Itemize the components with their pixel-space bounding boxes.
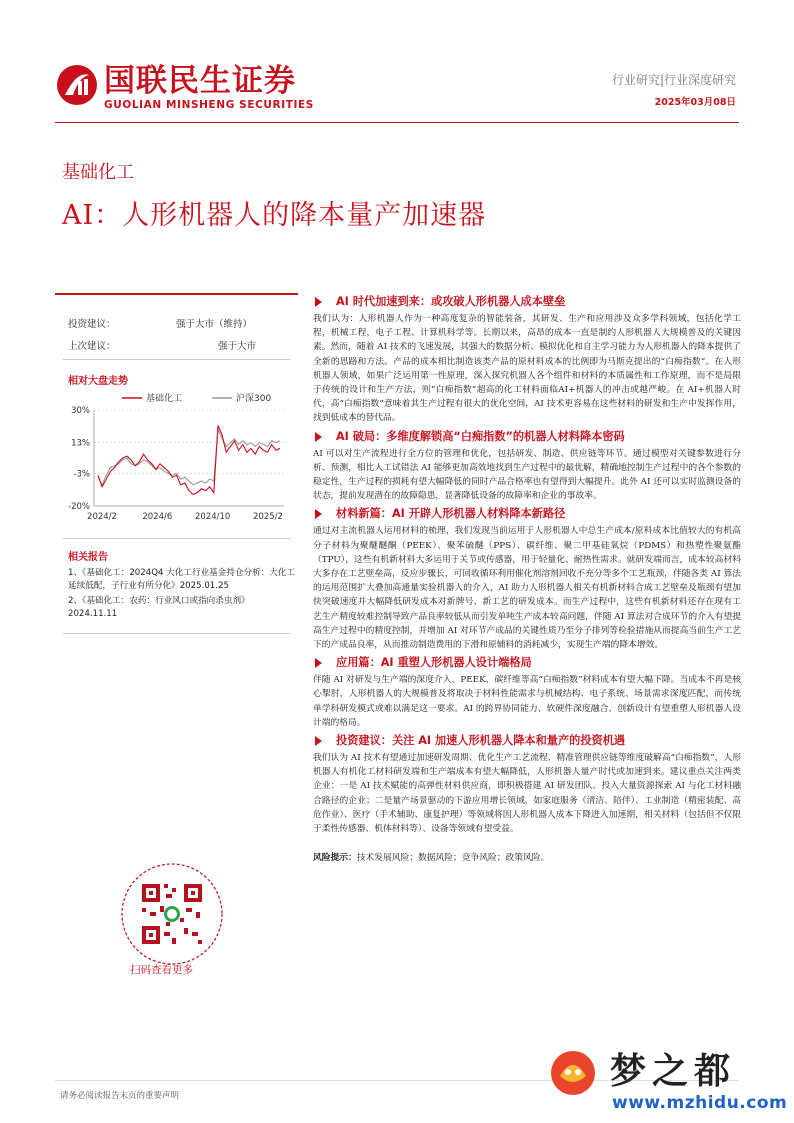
brand-logo-icon (55, 63, 99, 107)
section-heading: AI 时代加速到来：或攻破人形机器人成本壁垒 (313, 294, 741, 310)
section (313, 733, 741, 836)
page-title: AI：人形机器人的降本量产加速器 (62, 200, 487, 231)
rating-label: 投资建议： (68, 319, 116, 330)
related-report-item[interactable]: 1、《基础化工：2024Q4 大化工行业基金持仓分析：大化工延续低配，子行业有所分化》2025.01.25 (68, 568, 296, 591)
sidebar-top-rule (55, 293, 298, 295)
arrow-bullet-icon (315, 432, 322, 442)
report-date: 2025年03月08日 (654, 97, 736, 108)
qr-caption: 扫码查看更多 (130, 964, 193, 976)
x-tick-label: 2024/10 (195, 512, 231, 522)
main-content (313, 294, 741, 863)
section-heading: 材料新篇：AI 开辟人形机器人材料降本新路径 (313, 506, 741, 522)
sidebar-divider (63, 359, 291, 360)
watermark-url[interactable]: www.mzhidu.com (612, 1093, 788, 1113)
y-tick-label: 30% (71, 406, 90, 416)
section (313, 429, 741, 504)
brand-name-cn: 国联民生证券 (104, 63, 296, 99)
sidebar-divider (63, 538, 291, 539)
related-report-item[interactable]: 2、《基础化工：农药：行业风口或指向杀虫剂》2024.11.11 (68, 596, 250, 619)
section (313, 655, 741, 730)
header-divider (55, 122, 739, 123)
arrow-bullet-icon (315, 509, 322, 519)
risk-label: 风险提示： (313, 853, 357, 864)
chart-section-title: 相对大盘走势 (68, 376, 128, 387)
qr-code-icon[interactable] (120, 862, 224, 966)
arrow-bullet-icon (315, 658, 322, 668)
relative-performance-chart (62, 388, 292, 528)
series-line (98, 425, 280, 494)
related-reports-list (68, 567, 296, 621)
x-tick-label: 2025/2 (253, 512, 283, 522)
section-heading: 投资建议：关注 AI 加速人形机器人降本和量产的投资机遇 (313, 733, 741, 749)
footer-disclaimer: 请务必阅读报告末页的重要声明 (60, 1091, 180, 1101)
y-tick-label: -20% (68, 502, 90, 512)
section-heading: AI 破局：多维度解锁高“白痴指数”的机器人材料降本密码 (313, 429, 741, 445)
prev-rating-value: 强于大市 (218, 341, 257, 352)
section (313, 294, 741, 426)
section-body: 伴随 AI 对研发与生产端的深度介入，PEEK、碳纤维等高“白痴指数”材料成本有望大幅下降。当成本不再是核心掣肘，人形机器人的大规模普及将取决于材料性能需求与机械结构、电子系统、场景需求深度匹配，而传统单学科研发模式或难以满足这一要求。AI 的跨界协同能力、软硬件深度融合、创新设计有望重塑人形机器人设计端的格局。 (313, 675, 741, 728)
risk-text: 技术发展风险；数据风险；竞争风险；政策风险。 (356, 853, 550, 864)
industry-label: 基础化工 (62, 162, 134, 183)
legend-label: 基础化工 (146, 394, 183, 404)
section-body: 我们认为：人形机器人作为一种高度复杂的智能装备，其研发、生产和应用涉及众多学科领域，包括化学工程，机械工程，电子工程、计算机科学等。长期以来，高昂的成本一直是制约人形机器人大规模普及的关键因素。然而，随着 AI 技术的飞速发展，其强大的数据分析、模拟优化和自主学习能力为人形机器人的降本提供了全新的思路和方法。产品的成本相比制造该类产品的原材料成本的比例即为马斯克提出的“白痴指数”。在人形机器人领域，如果广泛运用第一性原理，深入探究机器人各个组件和材料的本质属性和工作原理，而不是局限于传统的设计和生产方法，则“白痴指数”超高的化工材料面临AI+机器人的冲击或越严峻。在 AI+机器人时代，高“白痴指数”意味着其生产过程有很大的优化空间，AI 技术更容易在这些材料的研发和生产中发挥作用，找到低成本的替代品。 (313, 314, 741, 424)
legend-label: 沪深300 (236, 394, 272, 404)
prev-rating-label: 上次建议： (68, 341, 116, 352)
report-type: 行业研究|行业深度研究 (611, 73, 736, 87)
arrow-bullet-icon (315, 736, 322, 746)
section-body: AI 可以对生产流程进行全方位的管理和优化，包括研发、制造、供应链等环节。通过模型对关键参数进行分析、预测，相比人工试错法 AI 能够更加高效地找到生产过程中的最优解，精确地控制生产过程中的各个参数的稳定性，生产过程的损耗有望大幅降低的同时产品合格率也有望得到大幅提升。此外 AI 还可以实时监测设备的状态，提前发现潜在的故障隐患，显著降低设备的故障率和企业的事故率。 (313, 448, 741, 502)
y-tick-label: -3% (73, 469, 90, 480)
section (313, 506, 741, 652)
watermark-brand: 梦之都 (610, 1051, 737, 1092)
sidebar-divider (63, 633, 291, 634)
rating-value: 强于大市（维持） (176, 319, 253, 330)
related-reports-title: 相关报告 (68, 552, 108, 563)
arrow-bullet-icon (315, 297, 322, 307)
x-tick-label: 2024/2 (87, 512, 117, 522)
section-heading: 应用篇：AI 重塑人形机器人设计端格局 (313, 655, 741, 671)
risk-warning (313, 850, 741, 863)
section-body: 我们认为 AI 技术有望通过加速研发周期、优化生产工艺流程、精准管理供应链等维度破解高“白痴指数”，人形机器人有机化工材料研发端和生产端成本有望大幅降低，人形机器人量产时代或加速到来。建议重点关注两类企业：一是 AI 技术赋能的高弹性材料供应商，即积极搭建 AI 研发团队、投入大量资源探索 AI 与化工材料融合路径的企业；二是量产场景驱动的下游应用增长领域，如家庭服务（清洁、陪伴）、工业制造（精密装配、高危作业）、医疗（手术辅助、康复护理）等领域将因人形机器人成本下降进入加速期，相关材料（包括但不仅限于柔性传感器、机体材料等）、设备等领域有望受益。 (313, 753, 741, 835)
watermark-logo-icon (548, 1048, 598, 1098)
section-body: 通过对主流机器人运用材料的梳理，我们发现当前运用于人形机器人中总生产成本/原料成本比值较大的有机高分子材料为聚醚醚酮（PEEK）、聚苯硫醚（PPS）、碳纤维、聚二甲基硅氧烷（PDMS）和热塑性聚氨酯（TPU），这些有机新材料大多运用于关节或传感器，用于轻量化、耐热性需求。就研发端而言，成本较高材料大多存在工艺壁垒高，反应步骤长，可回收循环利用催化剂溶剂回收不充分等多个工艺瓶颈，伴随各类 AI 算法的运用范围扩大叠加高通量实验机器人的介入，AI 助力人形机器人相关有机新材料合成工艺壁垒及瓶颈有望加快突破速度并大幅降低研发成本对新牌号、新工艺的研发成本。而生产过程中，这些有机新材料还存在现有工艺生产精度较难控制导致产品良率较低从而引发单吨生产成本较高问题，伴随 AI 算法对合成环节的介入有望提高生产过程中的精度控制，并增加 AI 对环节产成品的关键性质乃至分子排列等检验措施从而提高当前生产工艺下的产成品良率，从而推动制造费用的下滑和原辅料的消耗减少，实现生产端的降本增效。 (313, 526, 741, 651)
y-tick-label: 13% (71, 438, 90, 449)
brand-name-en: GUOLIAN MINSHENG SECURITIES (104, 99, 314, 111)
x-tick-label: 2024/6 (142, 512, 173, 522)
